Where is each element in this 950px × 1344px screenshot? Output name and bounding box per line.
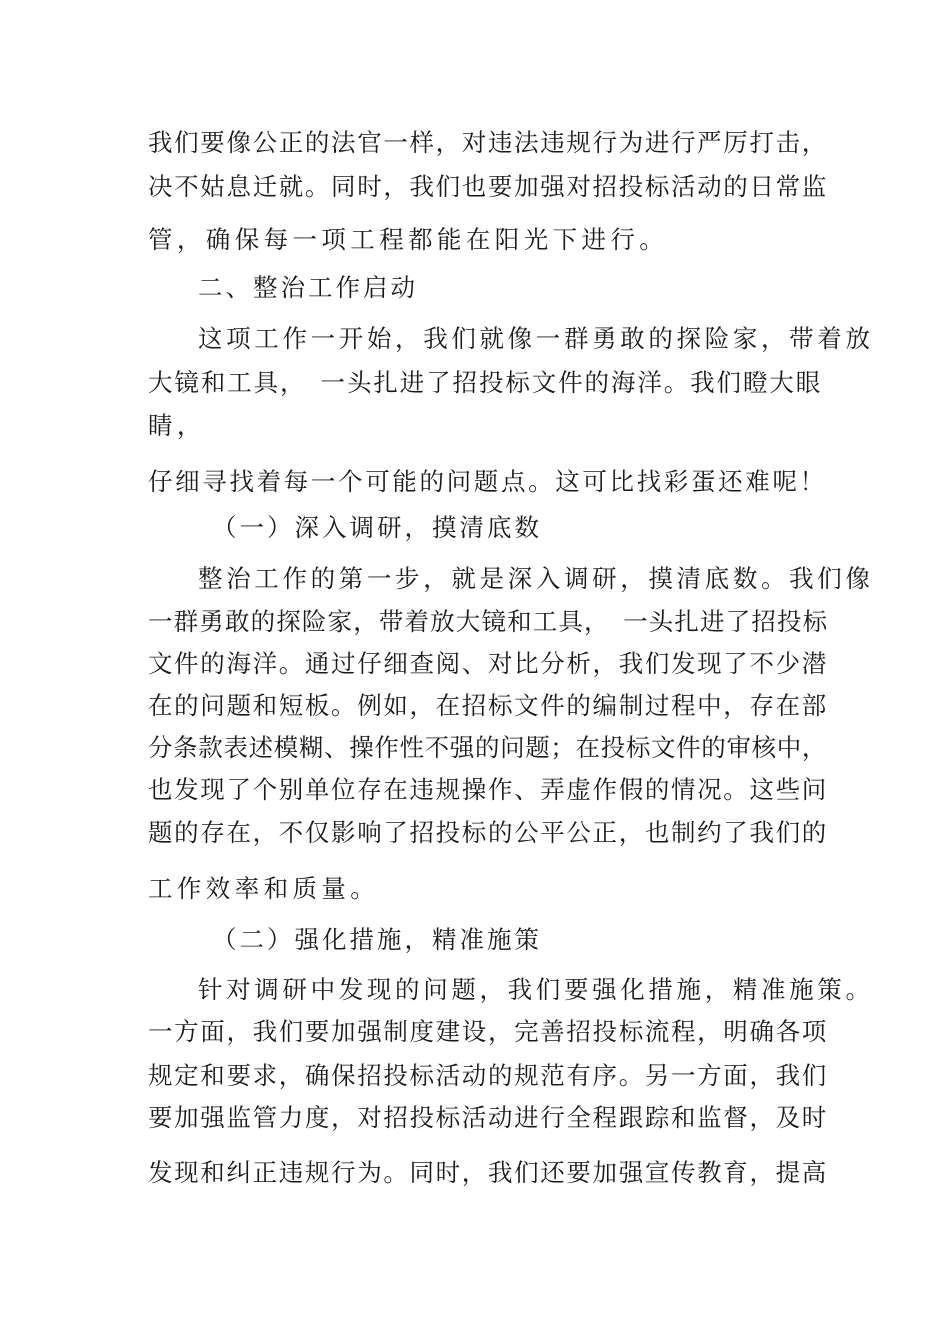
paragraph-line: 分条款表述模糊、操作性不强的问题；在投标文件的审核中， [148, 733, 828, 762]
paragraph-line: 规定和要求，确保招投标活动的规范有序。另一方面，我们 [148, 1061, 828, 1090]
paragraph-line: 睛， [148, 411, 206, 440]
paragraph-line: 工作效率和质量。 [148, 874, 380, 903]
paragraph-line: 一群勇敢的探险家，带着放大镜和工具， 一头扎进了招投标 [148, 607, 829, 636]
paragraph-line: 要加强监管力度，对招投标活动进行全程跟踪和监督，及时 [148, 1103, 828, 1132]
paragraph-line: 在的问题和短板。例如，在招标文件的编制过程中，存在部 [148, 691, 828, 720]
paragraph-line: 我们要像公正的法官一样，对违法违规行为进行严厉打击， [148, 128, 828, 157]
paragraph-line: 大镜和工具， 一头扎进了招投标文件的海洋。我们瞪大眼 [148, 368, 823, 397]
subsection-heading: （二）强化措施，精准施策 [212, 925, 542, 954]
paragraph-line: 也发现了个别单位存在违规操作、弄虚作假的情况。这些问 [148, 775, 828, 804]
paragraph-line: 决不姑息迁就。同时，我们也要加强对招投标活动的日常监 [148, 172, 828, 201]
paragraph-line: 发现和纠正违规行为。同时，我们还要加强宣传教育，提高 [148, 1158, 828, 1187]
paragraph-line: 针对调研中发现的问题，我们要强化措施，精准施策。 [198, 975, 874, 1004]
section-heading: 二、整治工作启动 [198, 273, 418, 302]
paragraph-line: 整治工作的第一步，就是深入调研，摸清底数。我们像 [198, 564, 874, 593]
paragraph-line: 仔细寻找着每一个可能的问题点。这可比找彩蛋还难呢！ [148, 467, 827, 496]
paragraph-line: 这项工作一开始，我们就像一群勇敢的探险家，带着放 [198, 324, 874, 353]
paragraph-line: 管，确保每一项工程都能在阳光下进行。 [148, 225, 669, 254]
paragraph-line: 题的存在，不仅影响了招投标的公平公正，也制约了我们的 [148, 818, 828, 847]
paragraph-line: 一方面，我们要加强制度建设，完善招投标流程，明确各项 [148, 1017, 828, 1046]
paragraph-line: 文件的海洋。通过仔细查阅、对比分析，我们发现了不少潜 [148, 649, 828, 678]
subsection-heading: （一）深入调研，摸清底数 [212, 513, 542, 542]
